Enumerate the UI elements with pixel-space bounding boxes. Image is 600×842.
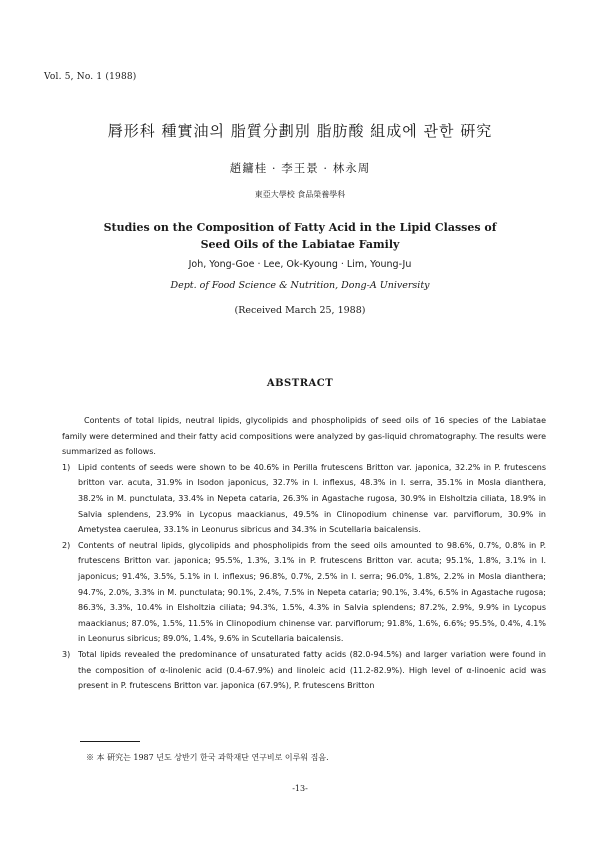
korean-authors: 趙鏞桂 · 李王景 · 林永周 (229, 161, 371, 175)
result-item-2 (62, 538, 546, 647)
english-title (0, 219, 600, 253)
result-item-text: Total lipids revealed the predominance of unsaturated fatty acids (82.0-94.5%) and larger variation were found in the composition of α-linolenic acid (0.4-67.9%) and linoleic acid (11.2-82.9%). High level of α-linoenic acid was present in P. frutescens Britton var. japonica (67.9%), P. frutescens Britton (78, 649, 546, 691)
abstract-heading: ABSTRACT (266, 378, 334, 389)
english-authors: Joh, Yong-Goe · Lee, Ok-Kyoung · Lim, Young-Ju (188, 259, 412, 270)
result-item-3 (62, 647, 546, 694)
results-list (62, 460, 546, 694)
english-title-line-2: Seed Oils of the Labiatae Family (200, 238, 400, 251)
english-affiliation: Dept. of Food Science & Nutrition, Dong-A University (170, 280, 430, 291)
korean-affiliation: 東亞大學校 食品榮養學科 (254, 190, 346, 199)
volume-line: Vol. 5, No. 1 (1988) (44, 72, 137, 82)
result-item-1 (62, 460, 546, 538)
footnote-divider (80, 741, 140, 742)
english-title-line-1: Studies on the Composition of Fatty Acid in the Lipid Classes of (103, 221, 497, 234)
page-number: -13- (292, 784, 308, 793)
received-date: (Received March 25, 1988) (234, 305, 366, 316)
result-item-number: 3) (62, 649, 71, 659)
abstract-body (62, 413, 546, 694)
korean-title: 脣形科 種實油의 脂質分劃別 脂肪酸 組成에 관한 硏究 (107, 122, 493, 140)
result-item-text: Lipid contents of seeds were shown to be 40.6% in Perilla frutescens Britton var. japonica, 32.2% in P. frutescens britton var. acuta, 31.9% in Isodon japonicus, 32.7% in I. inflexus, 48.3% in I. serra, 35.1% in Mosla dianthera, 38.2% in M. punctulata, 33.4% in Nepeta cataria, 26.3% in Agastache rugosa, 30.9% in Elsholtzia ciliata, 18.9% in Salvia splendens, 23.9% in Lycopus maackianus, 49.5% in Clinopodium chinense var. parviflorum, 30.9% in Ametystea caerulea, 33.1% in Leonurus sibricus and 34.3% in Scutellaria baicalensis. (78, 462, 546, 535)
result-item-number: 2) (62, 540, 71, 550)
footnote: ※ 本 硏究는 1987 년도 상반기 한국 과학재단 연구비로 이루워 짐음. (86, 753, 329, 762)
result-item-text: Contents of neutral lipids, glycolipids and phospholipids from the seed oils amounted to 98.6%, 0.7%, 0.8% in P. frutescens Britton var. japonica; 95.5%, 1.3%, 3.1% in P. frutescens Britton var. acuta; 95.1%, 1.8%, 3.1% in I. japonicus; 91.4%, 3.5%, 5.1% in I. inflexus; 96.8%, 0.7%, 2.5% in I. serra; 96.0%, 1.8%, 2.2% in Mosla dianthera; 94.7%, 2.0%, 3.3% in M. punctulata; 90.1%, 2.4%, 7.5% in Nepeta cataria; 90.1%, 3.4%, 6.5% in Agastache rugosa; 86.3%, 3.3%, 10.4% in Elsholtzia ciliata; 94.3%, 1.5%, 4.3% in Salvia splendens; 87.2%, 2.9%, 9.9% in Lycopus maackianus; 87.0%, 1.5%, 11.5% in Clinopodium chinense var. parviflorum; 91.8%, 1.6%, 6.6%; 95.5%, 0.4%, 4.1% in Leonurus sibricus; 89.0%, 1.4%, 9.6% in Scutellaria baicalensis. (78, 540, 546, 644)
abstract-intro: Contents of total lipids, neutral lipids, glycolipids and phospholipids of seed oils of 16 species of the Labiatae family were determined and their fatty acid compositions were analyzed by gas-liquid chromatography. The results were summarized as follows. (62, 416, 546, 457)
result-item-number: 1) (62, 462, 71, 472)
